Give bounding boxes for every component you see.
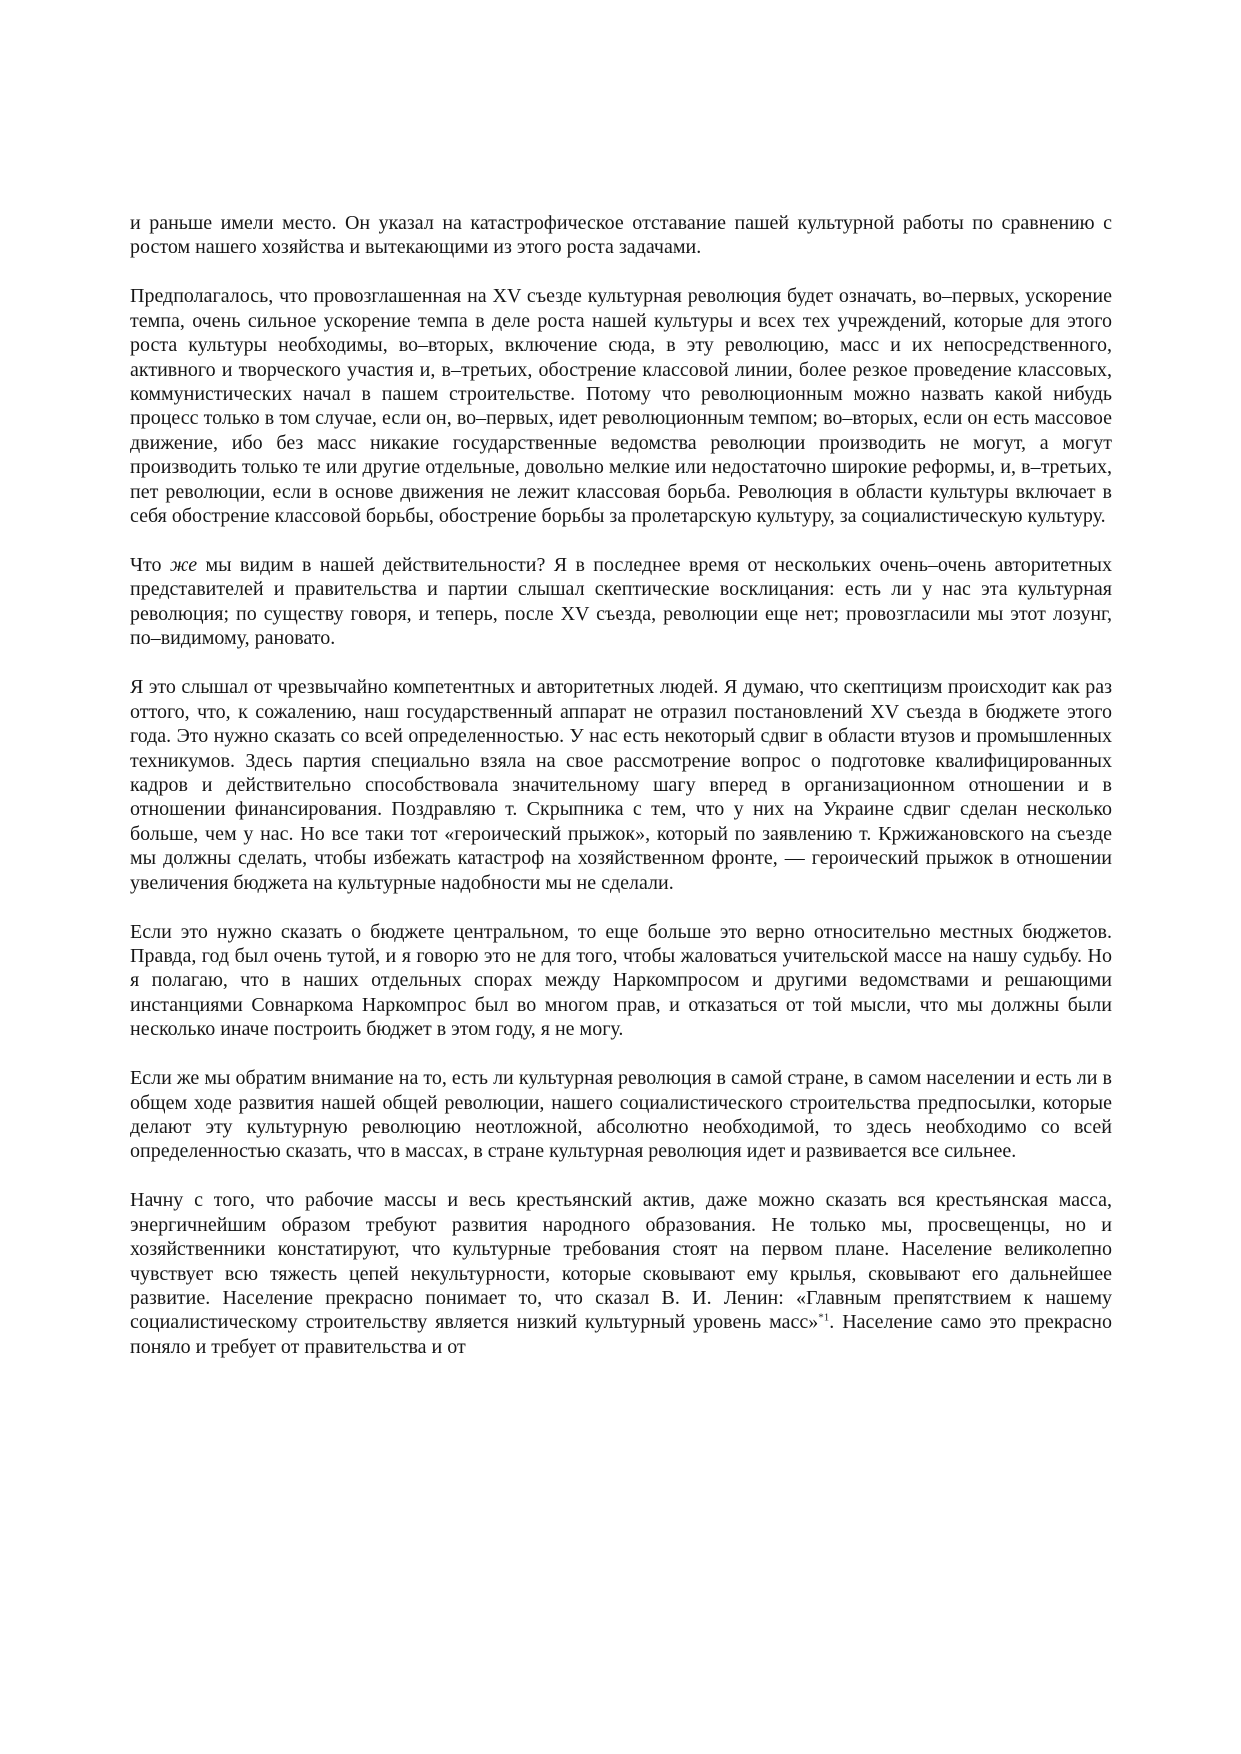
paragraph-4: [130, 675, 1112, 895]
paragraph-3: [130, 553, 1112, 651]
footnote-reference[interactable]: *1: [818, 1311, 830, 1324]
paragraph-2: [130, 284, 1112, 528]
paragraph-1-text: и раньше имели место. Он указал на катастрофическое отставание пашей культурной работы по сравнению с ростом нашего хозяйства и вытекающими из этого роста задачами.: [130, 212, 1112, 259]
paragraph-6: [130, 1066, 1112, 1164]
paragraph-3-text-rest: мы видим в нашей действительности? Я в последнее время от нескольких очень–очень авторитетных представителей и правительства и партии слышал скептические восклицания: есть ли у нас эта культурная революция; по существу говоря, и теперь, после XV съезда, революции еще нет; провозгласили мы этот лозунг, по–видимому, рановато.: [130, 554, 1112, 650]
paragraph-7-text-rest: . Население само это прекрасно поняло и требует от правительства и от: [130, 1311, 1112, 1358]
paragraph-2-text: Предполагалось, что провозглашенная на XV съезде культурная революция будет означать, во–первых, ускорение темпа, очень сильное ускорение темпа в деле роста нашей культуры и всех тех учреждений, которые для этого роста культуры необходимы, во–вторых, включение сюда, в эту революцию, масс и их непосредственного, активного и творческого участия и, в–третьих, обострение классовой линии, более резкое проведение классовых, коммунистических начал в пашем строительстве. Потому что революционным можно назвать какой нибудь процесс только в том случае, если он, во–первых, идет революционным темпом; во–вторых, если он есть массовое движение, ибо без масс никакие государственные ведомства революции производить не могут, а могут производить только те или другие отдельные, довольно мелкие или недостаточно широкие реформы, и, в–третьих, пет революции, если в основе движения не лежит классовая борьба. Революция в области культуры включает в себя обострение классовой борьбы, обострение борьбы за пролетарскую культуру, за социалистическую культуру.: [130, 285, 1112, 528]
paragraph-5-text: Если это нужно сказать о бюджете центральном, то еще больше это верно относительно местных бюджетов. Правда, год был очень тутой, и я говорю это не для того, чтобы жаловаться учительской массе на нашу судьбу. Но я полагаю, что в наших отдельных спорах между Наркомпросом и другими ведомствами и решающими инстанциями Совнаркома Наркомпрос был во многом прав, и отказаться от той мысли, что мы должны были несколько иначе построить бюджет в этом году, я не могу.: [130, 920, 1112, 1041]
paragraph-3-text-start: Что: [130, 554, 170, 577]
paragraph-6-text: Если же мы обратим внимание на то, есть ли культурная революция в самой стране, в самом населении и есть ли в общем ходе развития нашей общей революции, нашего социалистического строительства предпосылки, которые делают эту культурную революцию неотложной, абсолютно необходимой, то здесь необходимо со всей определенностью сказать, что в массах, в стране культурная революция идет и развивается все сильнее.: [130, 1067, 1112, 1163]
document-body: [130, 211, 1112, 1359]
paragraph-5: [130, 920, 1112, 1042]
emphasis-word: же: [169, 554, 198, 577]
paragraph-7: [130, 1188, 1112, 1359]
paragraph-7-text-start: Начну с того, что рабочие массы и весь крестьянский актив, даже можно сказать вся крестьянская масса, энергичнейшим образом требуют развития народного образования. Не только мы, просвещенцы, но и хозяйственники констатируют, что культурные требования стоят на первом плане. Население великолепно чувствует всю тяжесть цепей некультурности, которые сковывают ему крылья, сковывают его дальнейшее развитие. Население прекрасно понимает то, что сказал В. И. Ленин: «Главным препятствием к нашему социалистическому строительству является низкий культурный уровень масс»: [130, 1189, 1112, 1334]
paragraph-1: [130, 211, 1112, 260]
paragraph-4-text: Я это слышал от чрезвычайно компетентных и авторитетных людей. Я думаю, что скептицизм происходит как раз оттого, что, к сожалению, наш государственный аппарат не отразил постановлений XV съезда в бюджете этого года. Это нужно сказать со всей определенностью. У нас есть некоторый сдвиг в области втузов и промышленных техникумов. Здесь партия специально взяла на свое рассмотрение вопрос о подготовке квалифицированных кадров и действительно способствовала значительному шагу вперед в организационном отношении и в отношении финансирования. Поздравляю т. Скрыпника с тем, что у них на Украине сдвиг сделан несколько больше, чем у нас. Но все таки тот «героический прыжок», который по заявлению т. Кржижановского на съезде мы должны сделать, чтобы избежать катастроф на хозяйственном фронте, — героический прыжок в отношении увеличения бюджета на культурные надобности мы не сделали.: [130, 676, 1112, 894]
